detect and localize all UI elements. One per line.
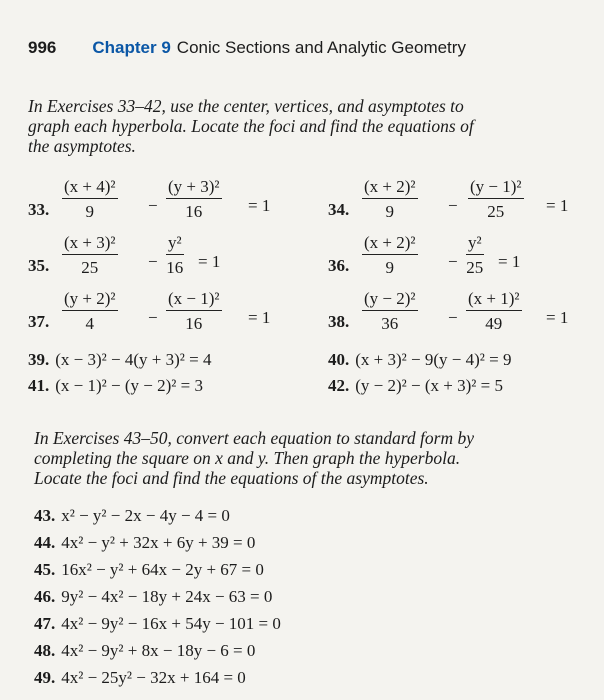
fraction-term (468, 178, 524, 220)
exercise-number: 38. (328, 312, 350, 331)
numerator: (x + 4)² (64, 177, 116, 196)
equation: (x − 1)² − (y − 2)² = 3 (55, 376, 203, 395)
exercise-number: 47. (34, 614, 56, 633)
fraction-term (362, 290, 418, 332)
numerator: (y + 2)² (64, 289, 116, 308)
exercise-number: 44. (34, 533, 56, 552)
intro-line: graph each hyperbola. Locate the foci and find the equations of (28, 116, 474, 136)
equals-one: = 1 (248, 308, 271, 327)
fraction-term (62, 178, 118, 220)
denominator: 9 (85, 202, 94, 221)
denominator: 25 (81, 258, 99, 277)
numerator: (x − 1)² (168, 289, 220, 308)
numerator: y² (468, 233, 482, 252)
exercise-number: 48. (34, 641, 56, 660)
page-number: 996 (28, 38, 57, 57)
section2-intro (34, 428, 474, 488)
chapter-label: Chapter 9 (92, 38, 171, 57)
minus-sign: − (148, 308, 158, 327)
equation: 4x² − 9y² − 16x + 54y − 101 = 0 (61, 614, 281, 633)
denominator: 9 (385, 202, 394, 221)
denominator: 16 (185, 202, 203, 221)
equation: (y − 2)² − (x + 3)² = 5 (355, 376, 503, 395)
denominator: 16 (185, 314, 203, 333)
exercise-number: 34. (328, 200, 350, 219)
fraction-term (62, 290, 118, 332)
numerator: y² (168, 233, 182, 252)
equals-one: = 1 (546, 308, 569, 327)
numerator: (x + 2)² (364, 177, 416, 196)
denominator: 25 (487, 202, 505, 221)
exercise-item (28, 376, 203, 396)
equation: 16x² − y² + 64x − 2y + 67 = 0 (61, 560, 264, 579)
exercise-number: 41. (28, 376, 50, 395)
exercise-number: 42. (328, 376, 350, 395)
exercise-number: 49. (34, 668, 56, 687)
fraction-term (466, 234, 484, 276)
numerator: (y − 1)² (470, 177, 522, 196)
exercise-number: 45. (34, 560, 56, 579)
exercise-number: 43. (34, 506, 56, 525)
exercise-number: 36. (328, 256, 350, 275)
fraction-term (166, 290, 222, 332)
minus-sign: − (448, 308, 458, 327)
fraction-term (466, 290, 522, 332)
exercise-item (28, 350, 211, 370)
fraction-term (362, 234, 418, 276)
exercise-item (34, 587, 272, 607)
denominator: 36 (381, 314, 399, 333)
exercise-item (328, 350, 511, 370)
exercise-number: 40. (328, 350, 350, 369)
equation: 9y² − 4x² − 18y + 24x − 63 = 0 (61, 587, 273, 606)
numerator: (x + 3)² (64, 233, 116, 252)
exercise-item (34, 560, 264, 580)
fraction-term (62, 234, 118, 276)
exercise-number: 37. (28, 312, 50, 331)
exercise-item (328, 376, 503, 396)
exercise-item (34, 668, 246, 688)
intro-line: In Exercises 43–50, convert each equation to standard form by (34, 428, 475, 448)
equation: x² − y² − 2x − 4y − 4 = 0 (61, 506, 230, 525)
equals-one: = 1 (198, 252, 221, 271)
section1-intro (28, 96, 474, 156)
numerator: (x + 1)² (468, 289, 520, 308)
fraction-term (362, 178, 418, 220)
equation: (x + 3)² − 9(y − 4)² = 9 (355, 350, 512, 369)
denominator: 16 (166, 258, 184, 277)
minus-sign: − (148, 196, 158, 215)
numerator: (x + 2)² (364, 233, 416, 252)
exercise-item (34, 533, 255, 553)
minus-sign: − (448, 252, 458, 271)
denominator: 9 (385, 258, 394, 277)
intro-line: completing the square on x and y. Then graph the hyperbola. (34, 448, 461, 468)
exercise-number: 35. (28, 256, 50, 275)
denominator: 49 (485, 314, 503, 333)
equals-one: = 1 (248, 196, 271, 215)
numerator: (y + 3)² (168, 177, 220, 196)
exercise-number: 39. (28, 350, 50, 369)
denominator: 4 (85, 314, 94, 333)
fraction-term (166, 178, 222, 220)
denominator: 25 (466, 258, 484, 277)
page-header (28, 38, 466, 58)
fraction-term (166, 234, 184, 276)
minus-sign: − (448, 196, 458, 215)
minus-sign: − (148, 252, 158, 271)
exercise-item (34, 641, 255, 661)
chapter-title: Conic Sections and Analytic Geometry (176, 38, 466, 57)
equation: 4x² − 25y² − 32x + 164 = 0 (61, 668, 246, 687)
equation: 4x² − y² + 32x + 6y + 39 = 0 (61, 533, 256, 552)
exercise-item (34, 506, 230, 526)
exercise-item (34, 614, 281, 634)
equation: 4x² − 9y² + 8x − 18y − 6 = 0 (61, 641, 256, 660)
equals-one: = 1 (498, 252, 521, 271)
equation: (x − 3)² − 4(y + 3)² = 4 (55, 350, 212, 369)
exercise-number: 46. (34, 587, 56, 606)
exercise-number: 33. (28, 200, 50, 219)
numerator: (y − 2)² (364, 289, 416, 308)
intro-line: the asymptotes. (28, 136, 136, 156)
equals-one: = 1 (546, 196, 569, 215)
intro-line: Locate the foci and find the equations of the asymptotes. (34, 468, 429, 488)
intro-line: In Exercises 33–42, use the center, vertices, and asymptotes to (28, 96, 464, 116)
